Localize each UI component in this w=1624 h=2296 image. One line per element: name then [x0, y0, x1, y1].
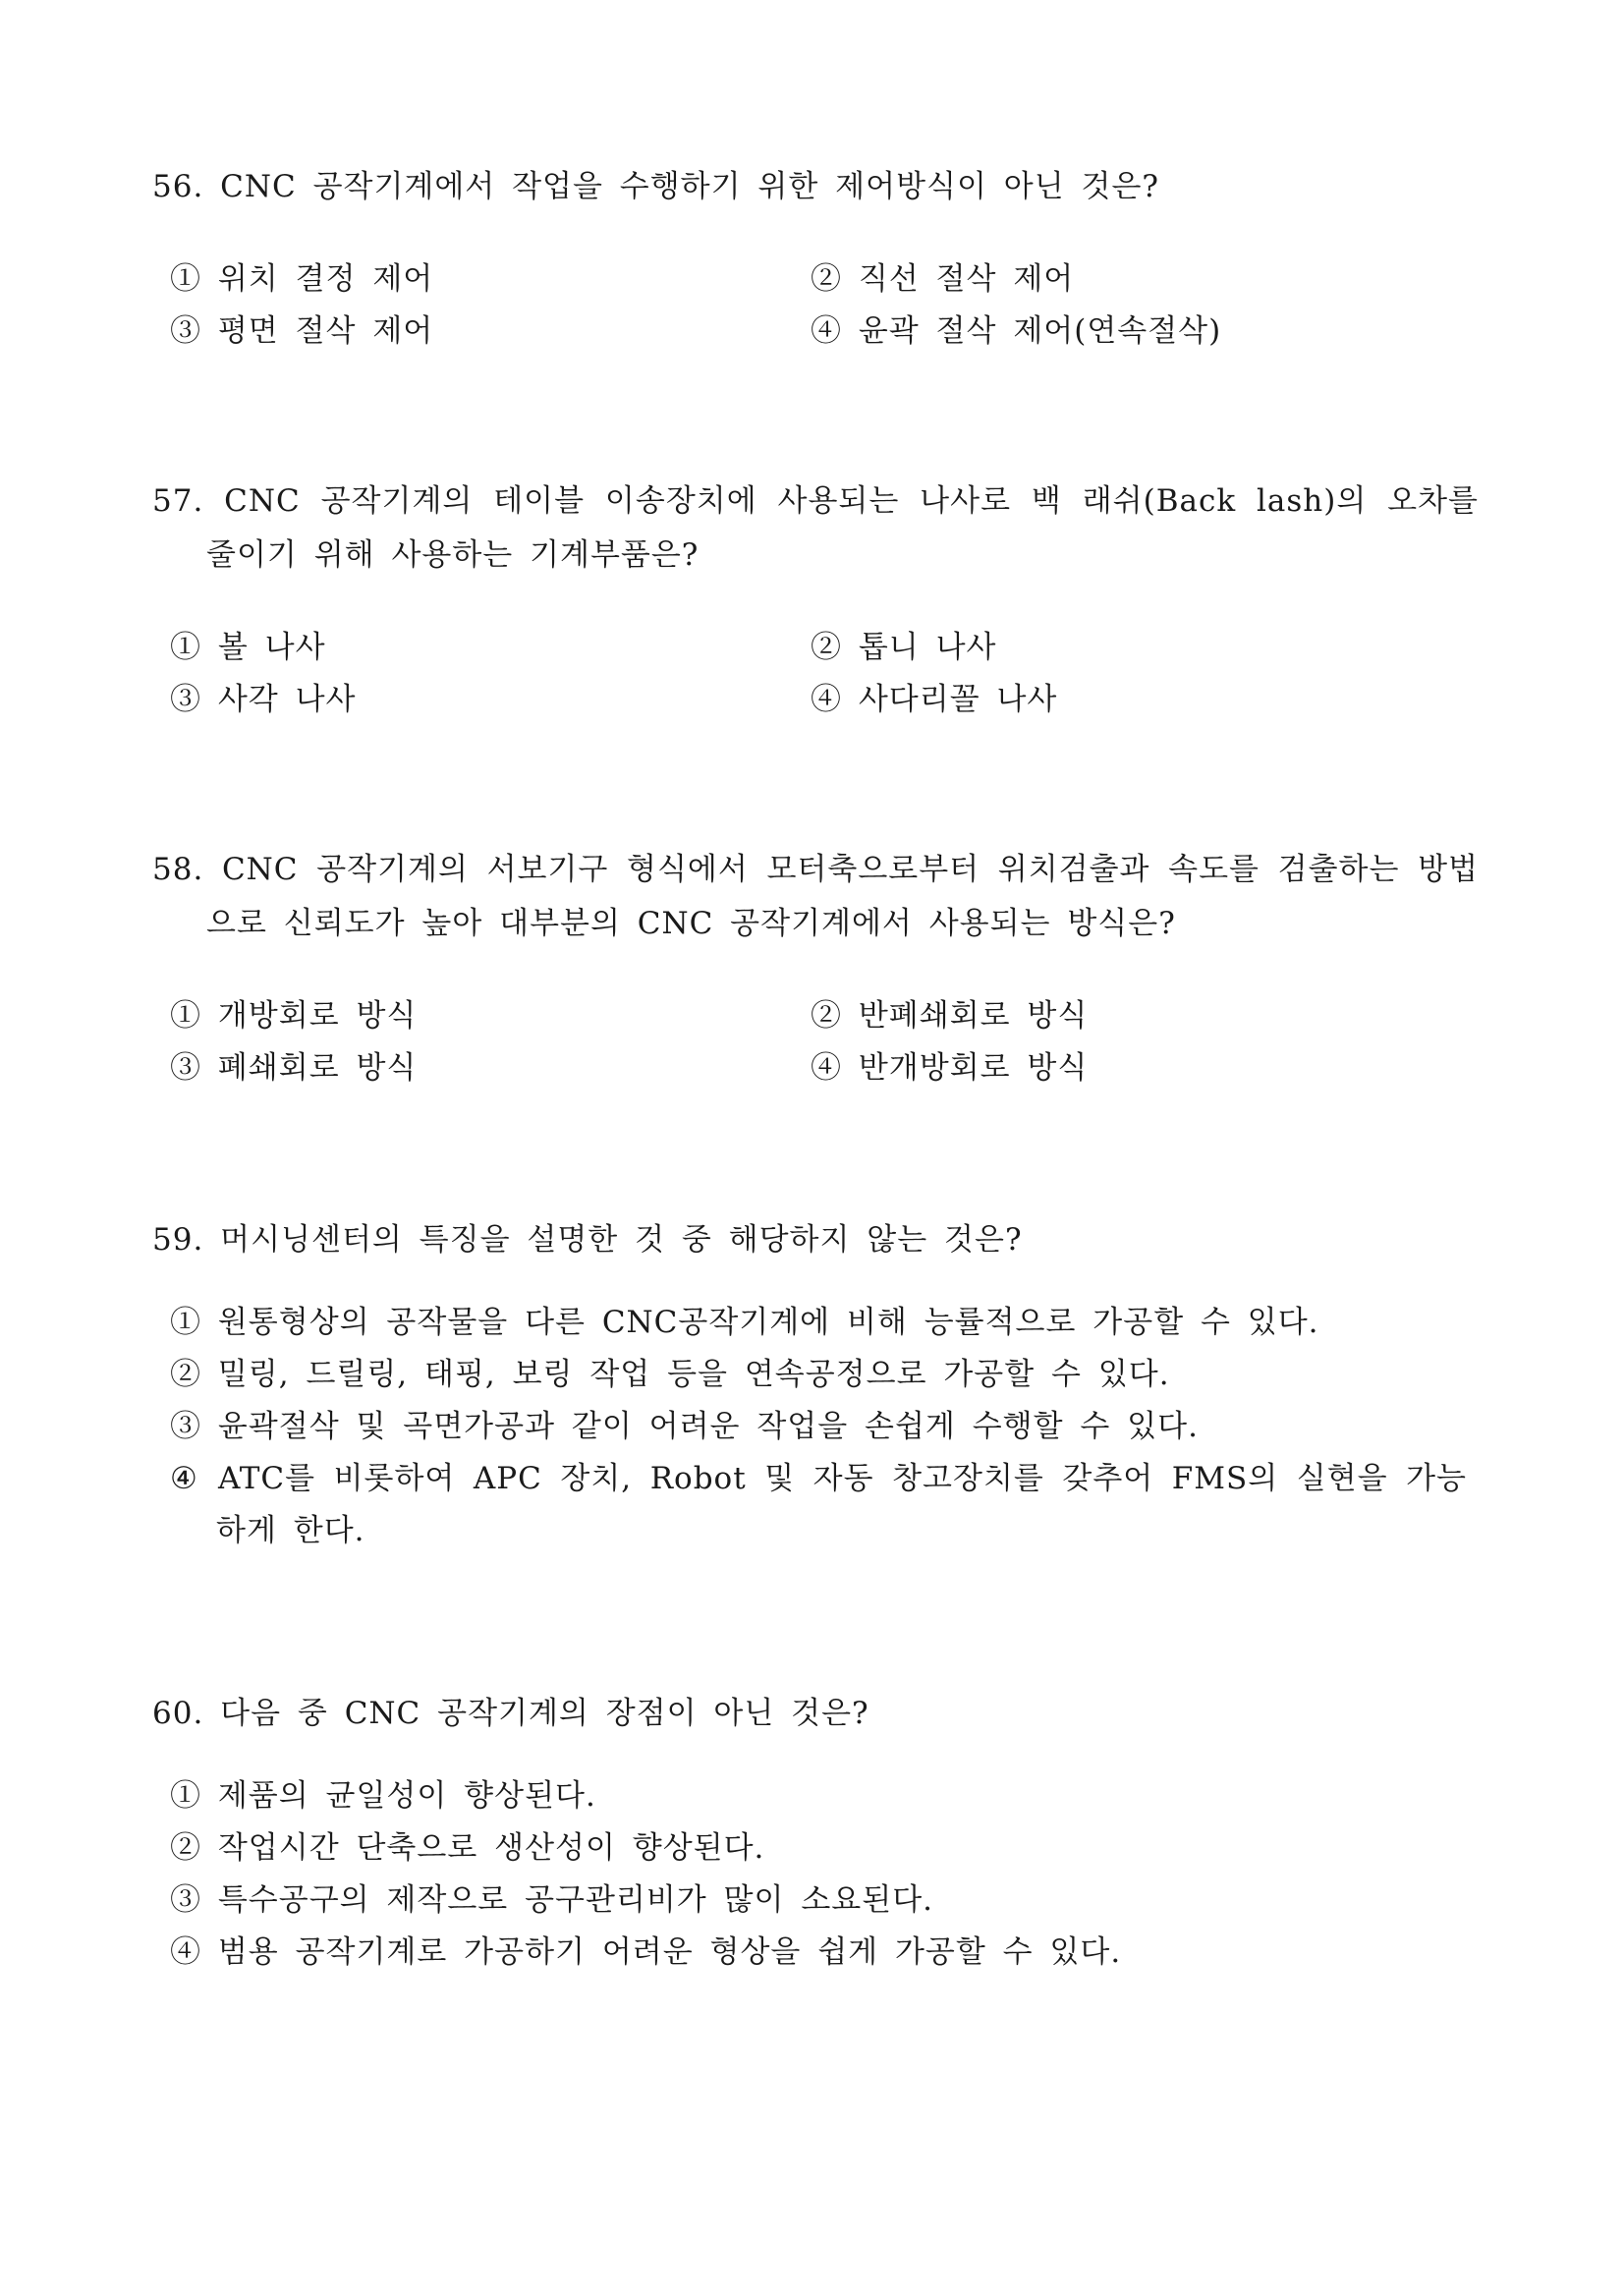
question-56 — [152, 160, 1479, 358]
option-3[interactable]: ③ 평면 절삭 제어 — [170, 313, 434, 349]
question-59 — [152, 1213, 1479, 1557]
option-3[interactable]: ③ 사각 나사 — [170, 682, 357, 717]
question-57 — [152, 475, 1479, 726]
question-stem: 58. CNC 공작기계의 서보기구 형식에서 모터축으로부터 위치검출과 속도를 검출하는 방법으로 신뢰도가 높아 대부분의 CNC 공작기계에서 사용되는 방식은? — [152, 852, 1479, 941]
option-2[interactable]: ② 밀링, 드릴링, 태핑, 보링 작업 등을 연속공정으로 가공할 수 있다. — [170, 1357, 1170, 1392]
option-4[interactable]: ④ 사다리꼴 나사 — [811, 682, 1058, 717]
question-stem: 57. CNC 공작기계의 테이블 이송장치에 사용되는 나사로 백 래쉬(Back lash)의 오차를 줄이기 위해 사용하는 기계부품은? — [152, 483, 1479, 573]
option-1[interactable]: ① 볼 나사 — [170, 630, 326, 665]
option-4[interactable]: ④ 반개방회로 방식 — [811, 1050, 1089, 1086]
answer-options — [170, 622, 1447, 726]
option-4[interactable]: ④ ATC를 비롯하여 APC 장치, Robot 및 자동 창고장치를 갖추어 FMS의 실현을 가능하게 한다. — [170, 1461, 1467, 1548]
option-3[interactable]: ③ 특수공구의 제작으로 공구관리비가 많이 소요된다. — [170, 1882, 933, 1918]
question-stem: 59. 머시닝센터의 특징을 설명한 것 중 해당하지 않는 것은? — [152, 1222, 1023, 1258]
option-4[interactable]: ④ 윤곽 절삭 제어(연속절삭) — [811, 313, 1222, 349]
option-1[interactable]: ① 제품의 균일성이 향상된다. — [170, 1778, 596, 1814]
option-2[interactable]: ② 반폐쇄회로 방식 — [811, 998, 1089, 1034]
answer-options — [170, 1297, 1467, 1557]
option-3[interactable]: ③ 폐쇄회로 방식 — [170, 1050, 418, 1086]
question-stem: 60. 다음 중 CNC 공작기계의 장점이 아닌 것은? — [152, 1696, 869, 1731]
option-1[interactable]: ① 개방회로 방식 — [170, 998, 418, 1034]
option-2[interactable]: ② 직선 절삭 제어 — [811, 261, 1075, 297]
option-1[interactable]: ① 위치 결정 제어 — [170, 261, 434, 297]
question-60 — [152, 1687, 1479, 1979]
question-58 — [152, 843, 1479, 1094]
question-stem: 56. CNC 공작기계에서 작업을 수행하기 위한 제어방식이 아닌 것은? — [152, 169, 1160, 204]
answer-options — [170, 253, 1447, 358]
option-2[interactable]: ② 톱니 나사 — [811, 630, 997, 665]
option-4[interactable]: ④ 범용 공작기계로 가공하기 어려운 형상을 쉽게 가공할 수 있다. — [170, 1934, 1122, 1970]
option-3[interactable]: ③ 윤곽절삭 및 곡면가공과 같이 어려운 작업을 손쉽게 수행할 수 있다. — [170, 1409, 1199, 1444]
option-1[interactable]: ① 원통형상의 공작물을 다른 CNC공작기계에 비해 능률적으로 가공할 수 있다. — [170, 1305, 1319, 1340]
answer-options — [170, 1770, 1467, 1979]
answer-options — [170, 990, 1447, 1094]
option-2[interactable]: ② 작업시간 단축으로 생산성이 향상된다. — [170, 1830, 765, 1866]
